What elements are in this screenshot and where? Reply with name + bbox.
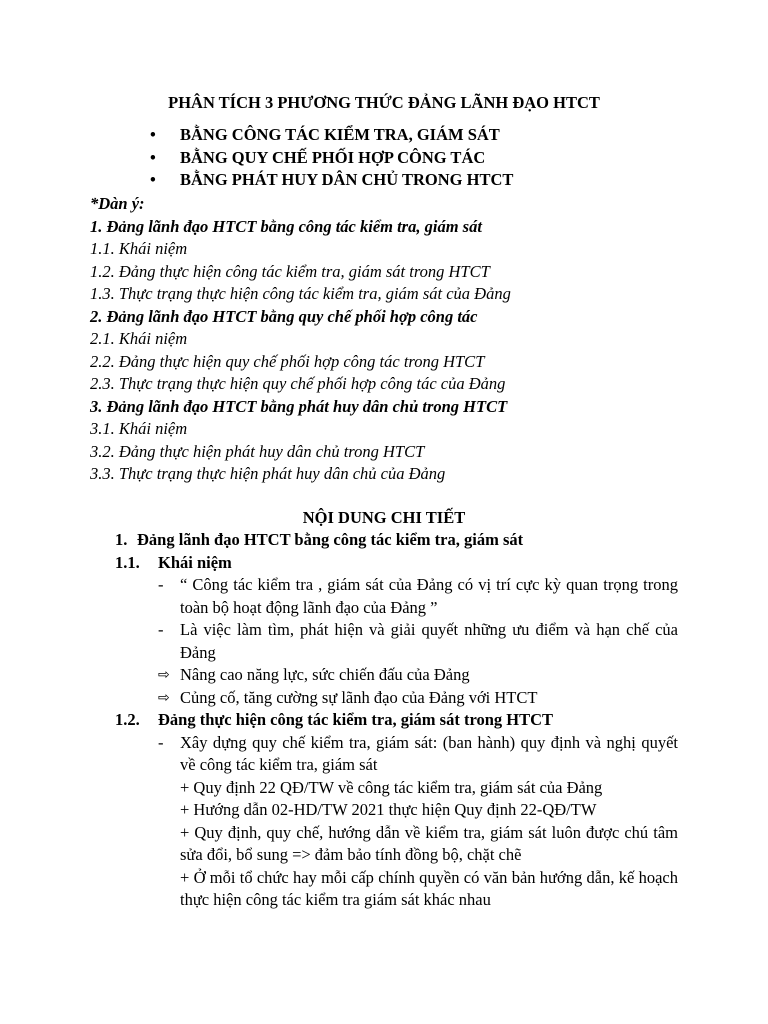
outline-item: 3.1. Khái niệm: [90, 419, 188, 438]
outline-item: 2.2. Đảng thực hiện quy chế phối hợp công tác trong HTCT: [90, 351, 485, 371]
sub-item: + Hướng dẫn 02-HD/TW 2021 thực hiện Quy định 22-QĐ/TW: [180, 800, 597, 819]
outline-item: 1. Đảng lãnh đạo HTCT bằng công tác kiểm tra, giám sát: [90, 216, 482, 236]
outline-item: 1.3. Thực trạng thực hiện công tác kiểm tra, giám sát của Đảng: [90, 284, 511, 303]
outline-item: 2.1. Khái niệm: [90, 329, 188, 348]
list-item-text: Là việc làm tìm, phát hiện và giải quyết những ưu điểm và hạn chế của Đảng: [180, 620, 678, 662]
arrow-right-icon: ⇨: [158, 689, 170, 706]
dash-marker: -: [158, 620, 164, 639]
document-title: PHÂN TÍCH 3 PHƯƠNG THỨC ĐẢNG LÃNH ĐẠO HTCT: [168, 93, 600, 112]
section-text: Đảng lãnh đạo HTCT bằng công tác kiểm tra, giám sát: [137, 530, 524, 549]
section-text: Đảng thực hiện công tác kiểm tra, giám sát trong HTCT: [158, 710, 554, 729]
list-item: [0, 687, 768, 710]
list-item: [0, 619, 768, 664]
outline-item: 3.3. Thực trạng thực hiện phát huy dân chủ của Đảng: [90, 464, 446, 483]
section-heading-1: [0, 529, 768, 552]
bullet-dot-icon: •: [150, 125, 156, 144]
list-item: [0, 664, 768, 687]
list-item-text: Xây dựng quy chế kiểm tra, giám sát: (ban hành) quy định và nghị quyết về công tác kiểm tra, giám sát: [180, 732, 678, 774]
detail-section: [0, 529, 768, 912]
outline-item: 3. Đảng lãnh đạo HTCT bằng phát huy dân chủ trong HTCT: [90, 396, 508, 416]
section-heading-1-2: [0, 709, 768, 732]
sub-item: + Ở mỗi tổ chức hay mỗi cấp chính quyền có văn bản hướng dẫn, kế hoạch thực hiện công tác kiểm tra giám sát khác nhau: [180, 867, 678, 909]
outline-item: 3.2. Đảng thực hiện phát huy dân chủ trong HTCT: [90, 441, 425, 461]
list-item-text: Củng cố, tăng cường sự lãnh đạo của Đảng với HTCT: [180, 687, 538, 707]
dash-marker: -: [158, 575, 164, 594]
detail-title: NỘI DUNG CHI TIẾT: [302, 508, 466, 527]
section-text: Khái niệm: [158, 552, 232, 572]
bullet-dot-icon: •: [150, 170, 156, 189]
bullet-item: • BẰNG QUY CHẾ PHỐI HỢP CÔNG TÁC: [150, 147, 513, 170]
section-number: 1.2.: [115, 710, 140, 729]
section-number: 1.1.: [115, 552, 140, 572]
section-number: 1.: [115, 530, 128, 549]
sub-item: + Quy định, quy chế, hướng dẫn về kiểm tra, giám sát luôn được chú tâm sửa đổi, bổ sung => đảm bảo tính đồng bộ, chặt chẽ: [180, 822, 678, 864]
list-item: [0, 574, 768, 619]
method-bullet-list: [150, 124, 513, 192]
bullet-item: • BẰNG CÔNG TÁC KIỂM TRA, GIÁM SÁT: [150, 124, 513, 147]
outline-item: 1.2. Đảng thực hiện công tác kiểm tra, giám sát trong HTCT: [90, 261, 490, 281]
list-item-text: “ Công tác kiểm tra , giám sát của Đảng có vị trí cực kỳ quan trọng trong toàn bộ hoạt động lãnh đạo của Đảng ”: [180, 575, 678, 617]
outline-item: 2.3. Thực trạng thực hiện quy chế phối hợp công tác của Đảng: [90, 374, 506, 393]
list-item: [0, 732, 768, 777]
list-item-text: Nâng cao năng lực, sức chiến đấu của Đảng: [180, 665, 470, 684]
outline-item: 2. Đảng lãnh đạo HTCT bằng quy chế phối hợp công tác: [90, 306, 478, 326]
sub-item: + Quy định 22 QĐ/TW về công tác kiểm tra, giám sát của Đảng: [180, 777, 603, 797]
bullet-item: • BẰNG PHÁT HUY DÂN CHỦ TRONG HTCT: [150, 169, 513, 192]
outline-item: 1.1. Khái niệm: [90, 239, 188, 258]
arrow-right-icon: ⇨: [158, 667, 170, 683]
outline-heading: *Dàn ý:: [90, 194, 145, 213]
section-heading-1-1: [0, 552, 768, 575]
dash-marker: -: [158, 732, 164, 752]
bullet-dot-icon: •: [150, 147, 156, 167]
outline-section: [90, 193, 511, 486]
